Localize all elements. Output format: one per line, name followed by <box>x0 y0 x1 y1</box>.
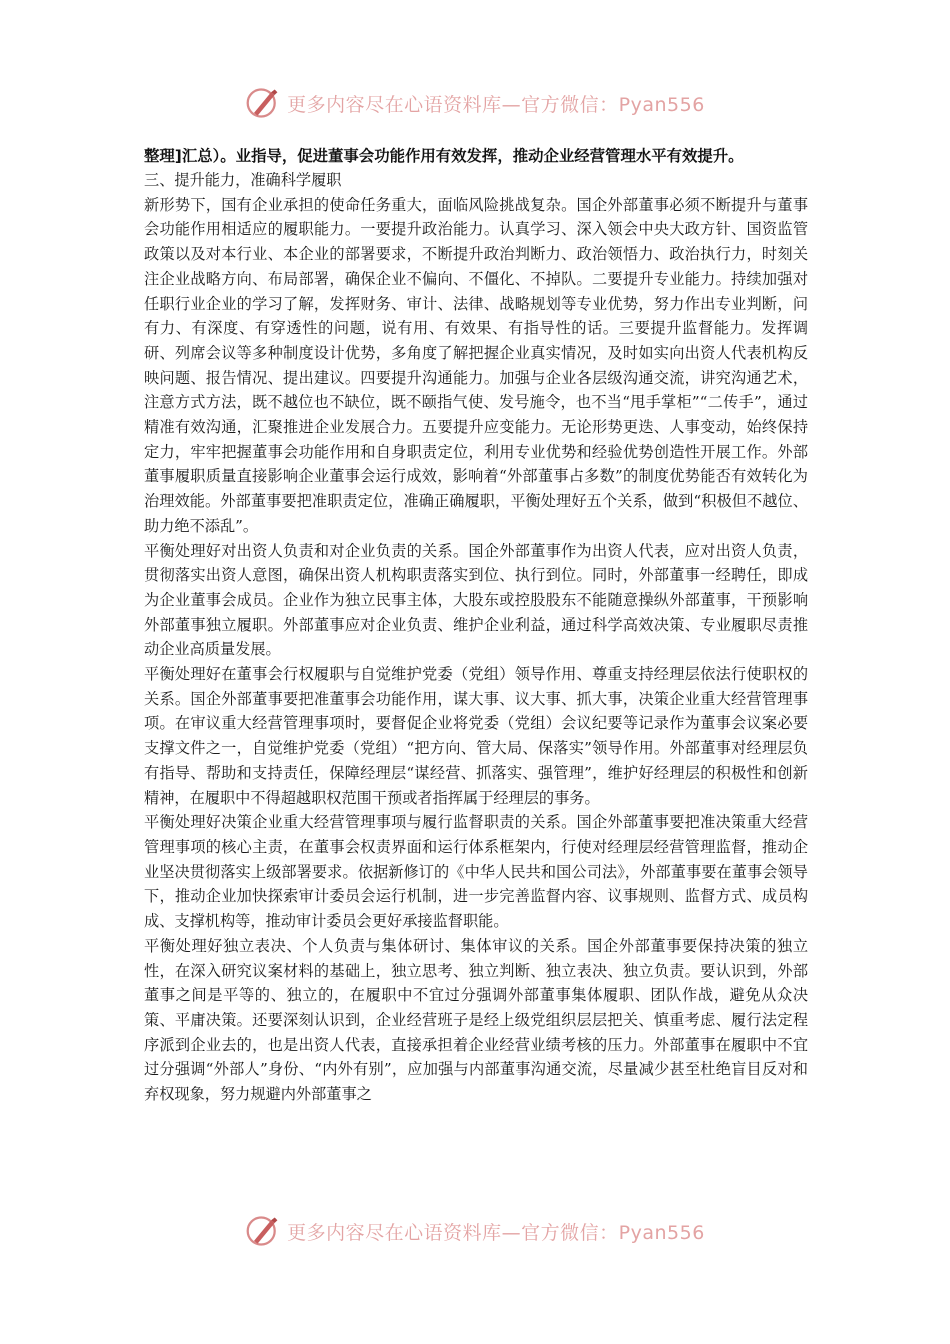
footer-banner-text: 更多内容尽在心语资料库—官方微信：Pyan556 <box>287 1221 705 1244</box>
paragraph: 平衡处理好对出资人负责和对企业负责的关系。国企外部董事作为出资人代表，应对出资人负责，贯彻落实出资人意图，确保出资人机构职责落实到位、执行到位。同时，外部董事一经聘任，即成为企业董事会成员。企业作为独立民事主体，大股东或控股股东不能随意操纵外部董事，干预影响外部董事独立履职。外部董事应对企业负责、维护企业利益，通过科学高效决策、专业履职尽责推动企业高质量发展。 <box>144 541 808 659</box>
paragraph: 平衡处理好在董事会行权履职与自觉维护党委（党组）领导作用、尊重支持经理层依法行使职权的关系。国企外部董事要把准董事会功能作用，谋大事、议大事、抓大事，决策企业重大经营管理事项。在审议重大经营管理事项时，要督促企业将党委（党组）会议纪要等记录作为董事会议案必要支撑文件之一，自觉维护党委（党组）“把方向、管大局、保落实”领导作用。外部董事对经理层负有指导、帮助和支持责任，保障经理层“谋经营、抓落实、强管理”，维护好经理层的积极性和创新精神，在履职中不得超越职权范围干预或者指挥属于经理层的事务。 <box>144 665 808 807</box>
footer-banner <box>0 1209 950 1253</box>
pen-logo-icon <box>245 1213 281 1249</box>
paragraph: 新形势下，国有企业承担的使命任务重大，面临风险挑战复杂。国企外部董事必须不断提升与董事会功能作用相适应的履职能力。一要提升政治能力。认真学习、深入领会中央大政方针、国资监管政策以及对本行业、本企业的部署要求，不断提升政治判断力、政治领悟力、政治执行力，时刻关注企业战略方向、布局部署，确保企业不偏向、不僵化、不掉队。二要提升专业能力。持续加强对任职行业企业的学习了解，发挥财务、审计、法律、战略规划等专业优势，努力作出专业判断，问有力、有深度、有穿透性的问题，说有用、有效果、有指导性的话。三要提升监督能力。发挥调研、列席会议等多种制度设计优势，多角度了解把握企业真实情况，及时如实向出资人代表机构反映问题、报告情况、提出建议。四要提升沟通能力。加强与企业各层级沟通交流，讲究沟通艺术，注意方式方法，既不越位也不缺位，既不颐指气使、发号施令，也不当“甩手掌柜”“二传手”，通过精准有效沟通，汇聚推进企业发展合力。五要提升应变能力。无论形势更迭、人事变动，始终保持定力，牢牢把握董事会功能作用和自身职责定位，利用专业优势和经验优势创造性开展工作。外部董事履职质量直接影响企业董事会运行成效，影响着“外部董事占多数”的制度优势能否有效转化为治理效能。外部董事要把准职责定位，准确正确履职，平衡处理好五个关系，做到“积极但不越位、助力绝不添乱”。 <box>144 195 808 535</box>
lead-line: 整理]汇总）。业指导，促进董事会功能作用有效发挥，推动企业经营管理水平有效提升。 <box>144 147 744 165</box>
header-banner-text: 更多内容尽在心语资料库—官方微信：Pyan556 <box>287 93 705 116</box>
document-body <box>144 144 808 1107</box>
paragraph: 平衡处理好决策企业重大经营管理事项与履行监督职责的关系。国企外部董事要把准决策重大经营管理事项的核心主责，在董事会权责界面和运行体系框架内，行使对经理层经营管理监督，推动企业坚决贯彻落实上级部署要求。依据新修订的《中华人民共和国公司法》，外部董事要在董事会领导下，推动企业加快探索审计委员会运行机制，进一步完善监督内容、议事规则、监督方式、成员构成、支撑机构等，推动审计委员会更好承接监督职能。 <box>144 813 808 931</box>
header-banner <box>0 81 950 125</box>
paragraph: 平衡处理好独立表决、个人负责与集体研讨、集体审议的关系。国企外部董事要保持决策的独立性，在深入研究议案材料的基础上，独立思考、独立判断、独立表决、独立负责。要认识到，外部董事之间是平等的、独立的，在履职中不宜过分强调外部董事集体履职、团队作战，避免从众决策、平庸决策。还要深刻认识到，企业经营班子是经上级党组织层层把关、慎重考虑、履行法定程序派到企业去的，也是出资人代表，直接承担着企业经营业绩考核的压力。外部董事在履职中不宜过分强调“外部人”身份、“内外有别”，应加强与内部董事沟通交流，尽量减少甚至杜绝盲目反对和弃权现象，努力规避内外部董事之 <box>144 936 808 1104</box>
section-heading: 三、提升能力，准确科学履职 <box>144 171 342 189</box>
pen-logo-icon <box>245 85 281 121</box>
